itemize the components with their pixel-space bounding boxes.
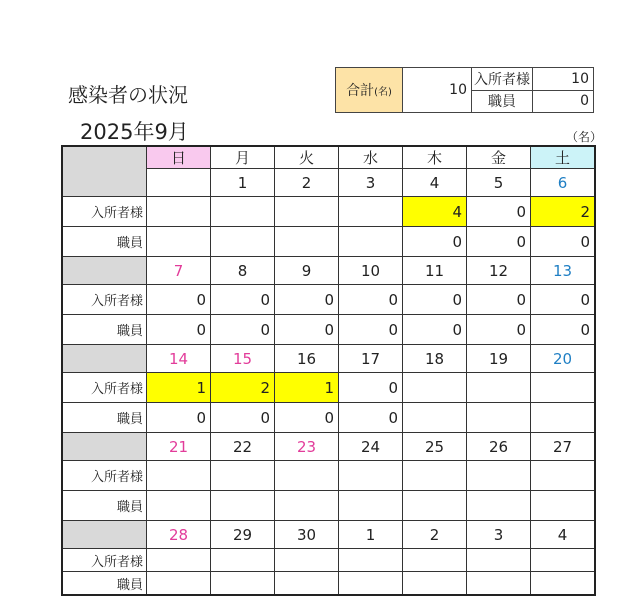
weekday-5: 金 (467, 146, 531, 169)
staff-count: 0 (275, 403, 339, 433)
residents-count: 0 (339, 285, 403, 315)
residents-count: 1 (275, 373, 339, 403)
summary-label-text: 合計 (346, 83, 375, 99)
residents-count (403, 549, 467, 572)
staff-count (467, 572, 531, 596)
date-cell: 1 (339, 521, 403, 549)
residents-count: 0 (403, 285, 467, 315)
date-cell: 30 (275, 521, 339, 549)
weekday-1: 月 (211, 146, 275, 169)
weekday-2: 火 (275, 146, 339, 169)
residents-count (403, 461, 467, 491)
date-cell: 16 (275, 345, 339, 373)
date-cell: 1 (211, 169, 275, 197)
residents-count (147, 197, 211, 227)
staff-count: 0 (339, 315, 403, 345)
staff-count (147, 491, 211, 521)
residents-row (62, 373, 595, 403)
staff-count: 0 (147, 403, 211, 433)
staff-label: 職員 (62, 227, 147, 257)
residents-label: 入所者様 (62, 461, 147, 491)
date-cell: 25 (403, 433, 467, 461)
date-cell: 17 (339, 345, 403, 373)
residents-count (275, 461, 339, 491)
header-corner (62, 146, 147, 197)
residents-count: 0 (211, 285, 275, 315)
date-cell: 4 (531, 521, 596, 549)
staff-count (403, 403, 467, 433)
residents-count: 1 (147, 373, 211, 403)
date-cell: 2 (403, 521, 467, 549)
staff-count (531, 403, 596, 433)
staff-row (62, 491, 595, 521)
residents-label: 入所者様 (62, 549, 147, 572)
date-cell: 29 (211, 521, 275, 549)
residents-count (211, 549, 275, 572)
page-title: 感染者の状況 (68, 83, 188, 107)
staff-label: 職員 (62, 491, 147, 521)
residents-count (211, 461, 275, 491)
residents-count: 2 (531, 197, 596, 227)
date-row-label (62, 521, 147, 549)
staff-count (403, 491, 467, 521)
residents-count (275, 197, 339, 227)
residents-count (403, 373, 467, 403)
staff-row (62, 403, 595, 433)
summary-total: 10 (403, 68, 472, 113)
calendar-table (61, 145, 596, 596)
date-cell: 20 (531, 345, 596, 373)
staff-count: 0 (467, 227, 531, 257)
date-cell: 15 (211, 345, 275, 373)
staff-count (339, 572, 403, 596)
residents-label: 入所者様 (62, 373, 147, 403)
residents-count: 0 (339, 373, 403, 403)
residents-count: 0 (275, 285, 339, 315)
residents-count (467, 373, 531, 403)
residents-count (467, 461, 531, 491)
staff-count (531, 572, 596, 596)
date-cell: 5 (467, 169, 531, 197)
date-cell: 28 (147, 521, 211, 549)
staff-count: 0 (531, 227, 596, 257)
date-cell: 24 (339, 433, 403, 461)
staff-count (403, 572, 467, 596)
weekday-6: 土 (531, 146, 596, 169)
residents-count (275, 549, 339, 572)
month-label: 2025年9月 (80, 120, 189, 144)
staff-count (147, 572, 211, 596)
residents-count (339, 461, 403, 491)
residents-count: 4 (403, 197, 467, 227)
date-cell: 19 (467, 345, 531, 373)
staff-count (211, 491, 275, 521)
staff-count: 0 (467, 315, 531, 345)
date-cell: 9 (275, 257, 339, 285)
summary-staff-value: 0 (533, 90, 594, 113)
staff-count (275, 491, 339, 521)
date-cell: 18 (403, 345, 467, 373)
residents-label: 入所者様 (62, 285, 147, 315)
staff-count: 0 (403, 315, 467, 345)
staff-count (467, 403, 531, 433)
staff-count (147, 227, 211, 257)
residents-count (531, 549, 596, 572)
date-row-label (62, 257, 147, 285)
date-cell: 11 (403, 257, 467, 285)
staff-count (275, 572, 339, 596)
weekday-4: 木 (403, 146, 467, 169)
staff-count: 0 (211, 403, 275, 433)
residents-count (467, 549, 531, 572)
date-cell: 21 (147, 433, 211, 461)
date-row (62, 521, 595, 549)
summary-staff-label: 職員 (472, 90, 533, 113)
staff-count (339, 491, 403, 521)
staff-label: 職員 (62, 315, 147, 345)
residents-row (62, 197, 595, 227)
residents-count (339, 197, 403, 227)
date-cell: 22 (211, 433, 275, 461)
date-row (62, 433, 595, 461)
summary-label-unit: (名) (374, 87, 392, 98)
summary-residents-value: 10 (533, 68, 594, 91)
residents-count (211, 197, 275, 227)
staff-count (531, 491, 596, 521)
staff-label: 職員 (62, 403, 147, 433)
staff-count (467, 491, 531, 521)
unit-note: （名） (566, 130, 603, 144)
weekday-3: 水 (339, 146, 403, 169)
date-cell: 10 (339, 257, 403, 285)
staff-row (62, 315, 595, 345)
date-cell: 13 (531, 257, 596, 285)
staff-count (211, 572, 275, 596)
residents-count (147, 549, 211, 572)
residents-count (147, 461, 211, 491)
staff-count: 0 (339, 403, 403, 433)
residents-count: 0 (147, 285, 211, 315)
residents-count: 0 (531, 285, 596, 315)
staff-row (62, 227, 595, 257)
weekday-header-row (62, 146, 595, 169)
date-cell: 3 (339, 169, 403, 197)
residents-count: 2 (211, 373, 275, 403)
residents-label: 入所者様 (62, 197, 147, 227)
weekday-0: 日 (147, 146, 211, 169)
staff-label: 職員 (62, 572, 147, 596)
date-cell: 7 (147, 257, 211, 285)
staff-count (211, 227, 275, 257)
date-row-label (62, 433, 147, 461)
residents-count (531, 461, 596, 491)
date-cell: 6 (531, 169, 596, 197)
date-cell (147, 169, 211, 197)
staff-count (275, 227, 339, 257)
date-cell: 26 (467, 433, 531, 461)
staff-count: 0 (211, 315, 275, 345)
summary-label (336, 68, 403, 113)
date-cell: 27 (531, 433, 596, 461)
date-cell: 3 (467, 521, 531, 549)
date-row (62, 257, 595, 285)
date-cell: 23 (275, 433, 339, 461)
staff-count: 0 (147, 315, 211, 345)
staff-count: 0 (531, 315, 596, 345)
residents-count (339, 549, 403, 572)
staff-row (62, 572, 595, 596)
staff-count (339, 227, 403, 257)
residents-row (62, 461, 595, 491)
date-row (62, 345, 595, 373)
date-cell: 14 (147, 345, 211, 373)
residents-count: 0 (467, 197, 531, 227)
date-cell: 4 (403, 169, 467, 197)
residents-count (531, 373, 596, 403)
residents-row (62, 285, 595, 315)
date-row-label (62, 345, 147, 373)
residents-count: 0 (467, 285, 531, 315)
staff-count: 0 (403, 227, 467, 257)
residents-row (62, 549, 595, 572)
summary-table (335, 67, 594, 113)
date-cell: 2 (275, 169, 339, 197)
date-cell: 12 (467, 257, 531, 285)
staff-count: 0 (275, 315, 339, 345)
summary-residents-label: 入所者様 (472, 68, 533, 91)
date-cell: 8 (211, 257, 275, 285)
